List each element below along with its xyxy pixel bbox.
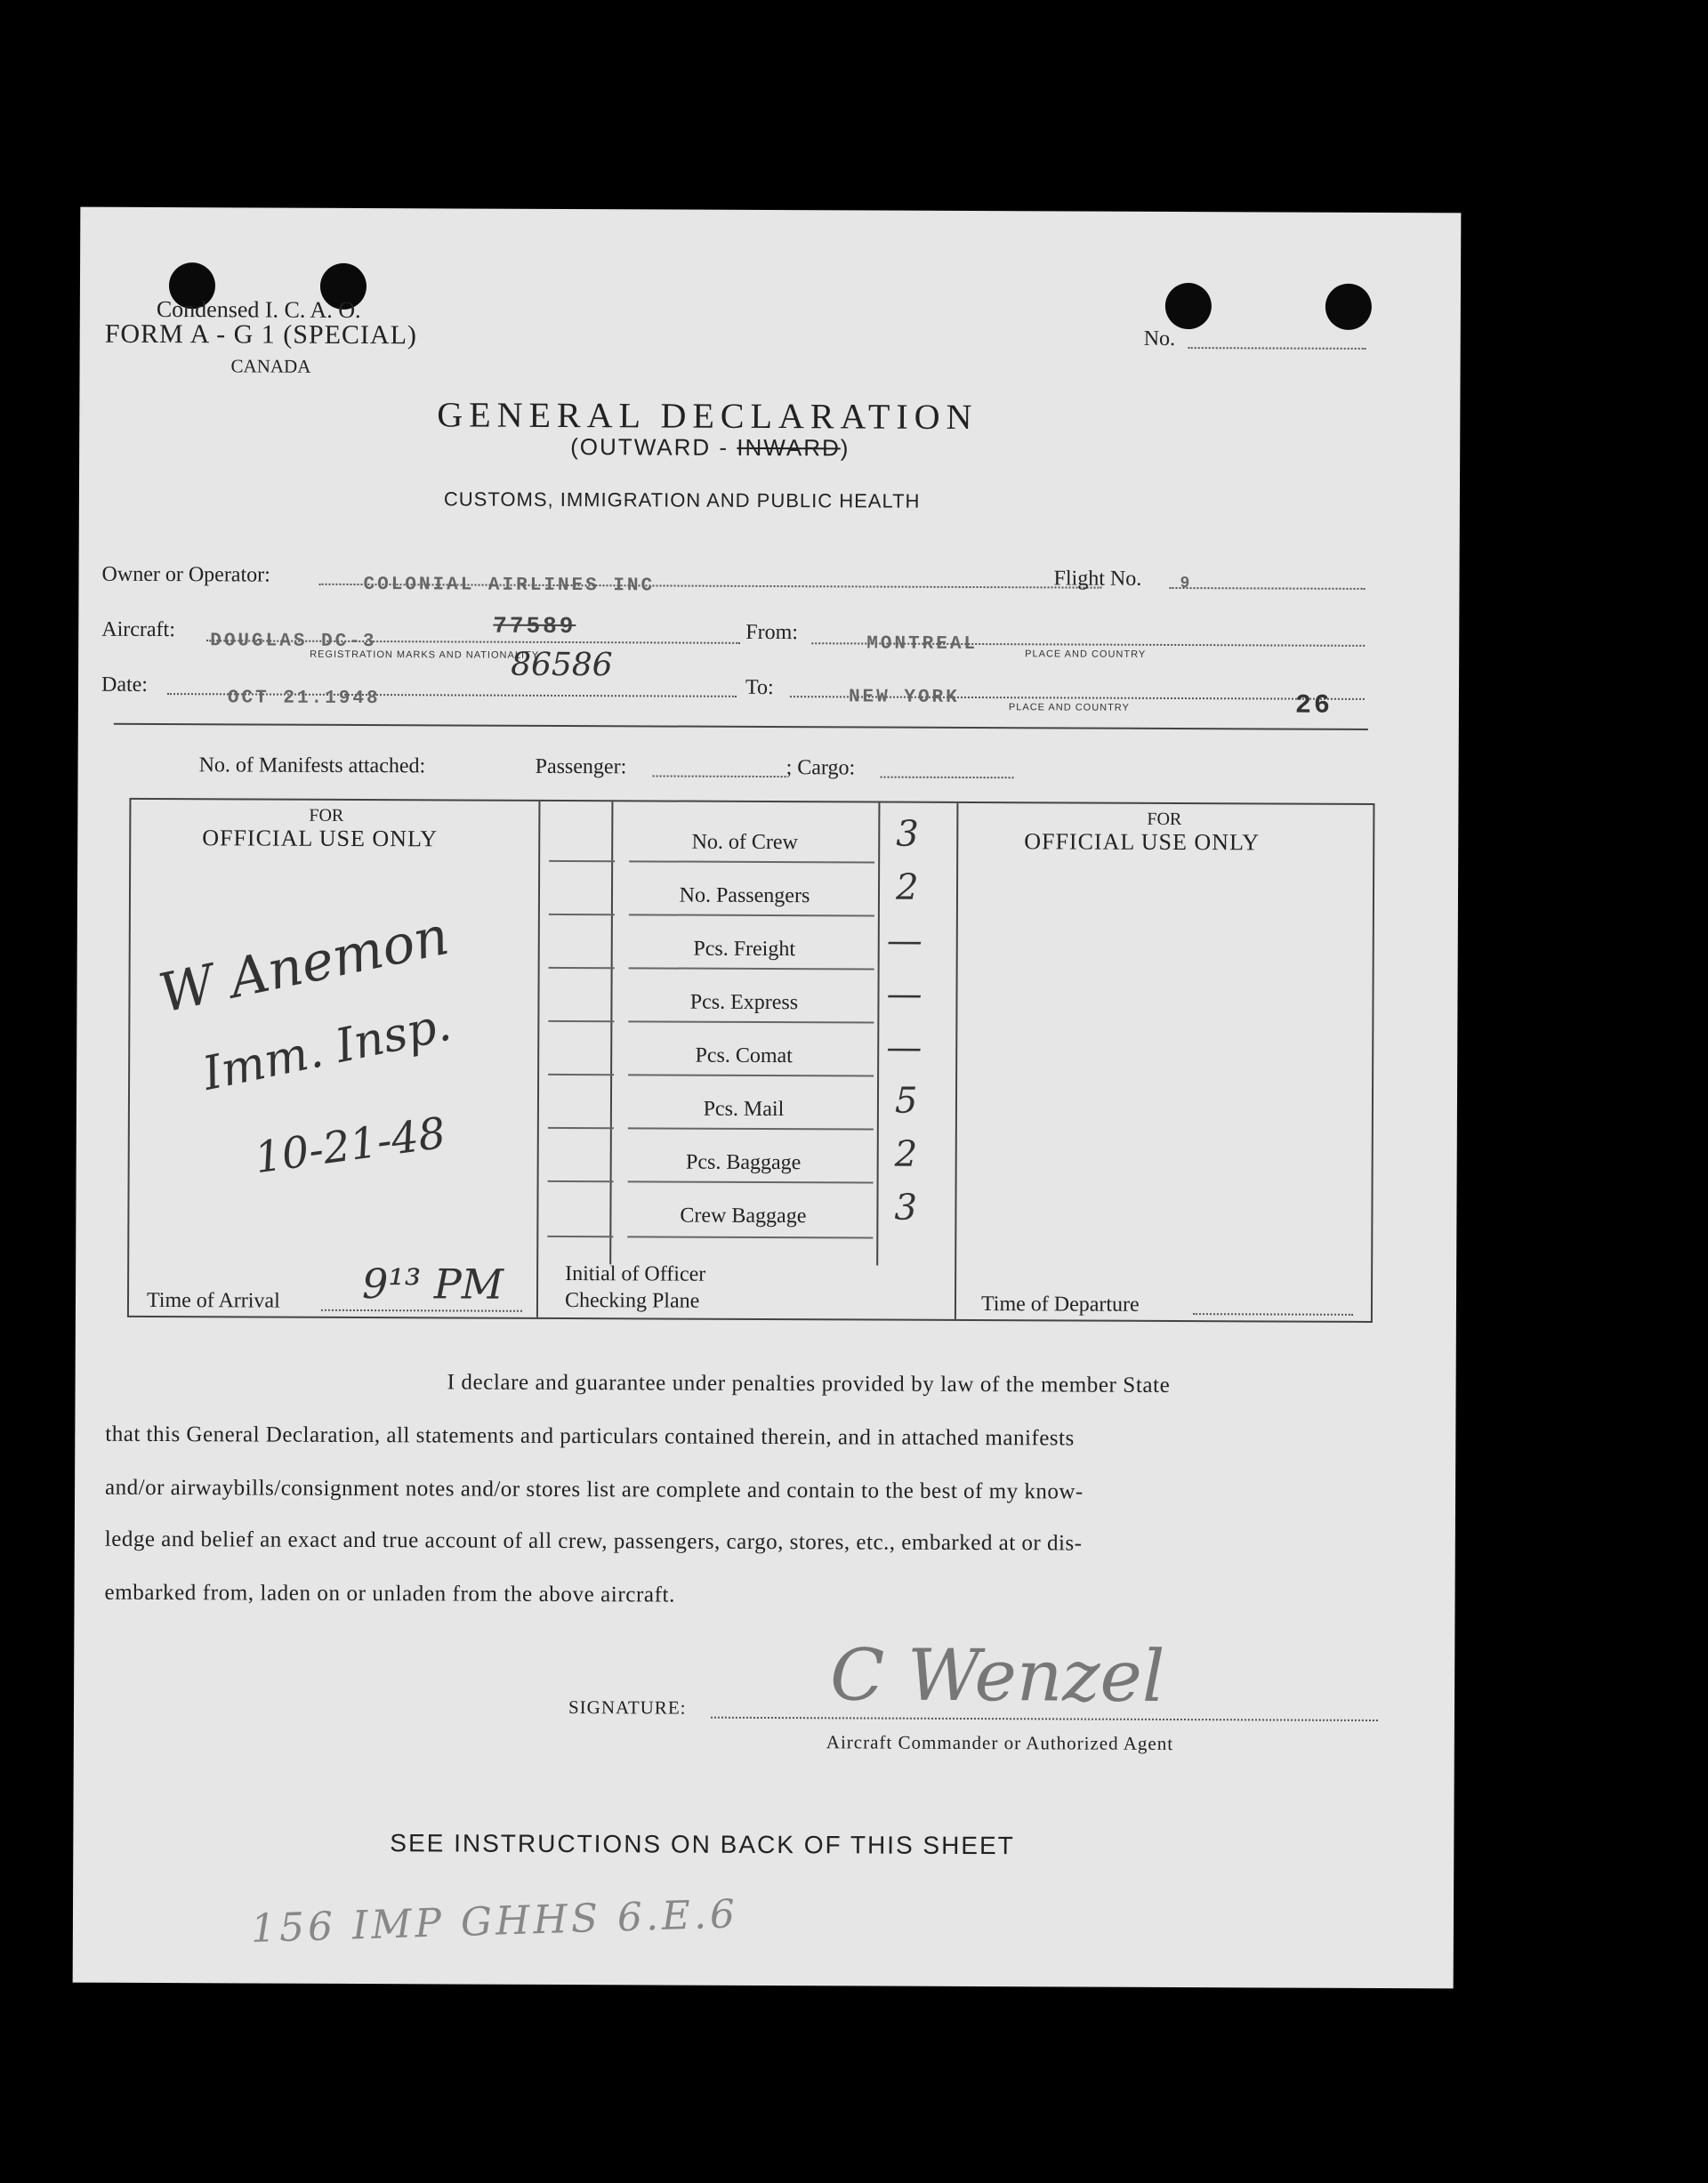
to-place-caption: PLACE AND COUNTRY bbox=[1008, 702, 1130, 713]
cargo-table bbox=[127, 798, 1375, 1323]
owner-value[interactable]: COLONIAL AIRLINES INC bbox=[363, 575, 656, 597]
to-value[interactable]: NEW YORK bbox=[848, 687, 960, 708]
form-number-label: No. bbox=[1143, 326, 1176, 350]
aircraft-value[interactable]: DOUGLAS DC-3 bbox=[210, 631, 377, 653]
subtitle-inward-struck: INWARD bbox=[737, 433, 841, 462]
page-subtitle-2: CUSTOMS, IMMIGRATION AND PUBLIC HEALTH bbox=[443, 487, 921, 512]
declaration-line-2: that this General Declaration, all statements and particulars contained therein, and in attached manifests bbox=[105, 1422, 1075, 1451]
page-title: GENERAL DECLARATION bbox=[437, 394, 979, 438]
table-divider bbox=[876, 803, 880, 1266]
signature-caption: Aircraft Commander or Authorized Agent bbox=[826, 1731, 1174, 1755]
row-rule bbox=[548, 1020, 614, 1022]
declaration-line-5: embarked from, laden on or unladen from the above aircraft. bbox=[104, 1580, 676, 1607]
time-arrival-field bbox=[321, 1309, 522, 1312]
corner-stamp-number: 26 bbox=[1294, 690, 1333, 721]
flight-field-line bbox=[1170, 587, 1366, 590]
row-label: Pcs. Mail bbox=[703, 1097, 785, 1122]
row-value[interactable]: 3 bbox=[894, 1187, 918, 1228]
manifests-passenger-field[interactable] bbox=[653, 775, 786, 777]
row-label: Pcs. Baggage bbox=[685, 1150, 802, 1175]
row-rule bbox=[629, 967, 874, 970]
signature-field-line bbox=[711, 1717, 1378, 1721]
row-label: Crew Baggage bbox=[680, 1204, 807, 1228]
registration-caption: REGISTRATION MARKS AND NATIONALITY bbox=[310, 648, 540, 661]
left-official-for: FOR bbox=[309, 805, 344, 826]
punch-hole bbox=[1165, 283, 1212, 329]
instructions-note: SEE INSTRUCTIONS ON BACK OF THIS SHEET bbox=[390, 1829, 1015, 1860]
declaration-line-1: I declare and guarantee under penalties provided by law of the member State bbox=[447, 1370, 1171, 1398]
row-rule bbox=[547, 1236, 613, 1237]
time-departure-label: Time of Departure bbox=[980, 1293, 1140, 1317]
owner-label: Owner or Operator: bbox=[101, 562, 270, 587]
date-label: Date: bbox=[101, 673, 149, 697]
row-rule bbox=[549, 914, 615, 915]
flight-label: Flight No. bbox=[1053, 567, 1142, 591]
page-subtitle bbox=[570, 433, 850, 462]
form-number-field[interactable] bbox=[1188, 347, 1366, 350]
row-label: Pcs. Express bbox=[689, 990, 799, 1015]
row-rule bbox=[629, 860, 874, 863]
signature-value[interactable]: C Wenzel bbox=[829, 1633, 1165, 1718]
row-label: Pcs. Comat bbox=[695, 1043, 793, 1068]
official-note-title[interactable]: Imm. Insp. bbox=[198, 997, 456, 1102]
subtitle-close: ) bbox=[840, 434, 850, 462]
time-departure-field[interactable] bbox=[1193, 1313, 1353, 1316]
row-label: No. Passengers bbox=[679, 883, 810, 908]
declaration-line-3: and/or airwaybills/consignment notes and/or stores list are complete and contain to the best of my know- bbox=[105, 1475, 1084, 1504]
from-place-caption: PLACE AND COUNTRY bbox=[1025, 648, 1147, 660]
row-value[interactable]: — bbox=[886, 1027, 922, 1068]
signature-label: SIGNATURE: bbox=[568, 1696, 687, 1719]
from-value[interactable]: MONTREAL bbox=[866, 633, 979, 656]
row-value[interactable]: 2 bbox=[894, 1133, 918, 1175]
declaration-line-4: ledge and belief an exact and true account of all crew, passengers, cargo, stores, etc., embarked at or dis- bbox=[104, 1526, 1083, 1556]
table-divider bbox=[609, 802, 613, 1264]
form-country: CANADA bbox=[230, 355, 311, 377]
row-label: No. of Crew bbox=[691, 830, 798, 855]
to-label: To: bbox=[745, 675, 774, 700]
row-rule bbox=[628, 1020, 874, 1023]
manifests-passenger-label: Passenger: bbox=[535, 754, 627, 779]
declaration-form-sheet bbox=[73, 207, 1462, 1989]
table-divider bbox=[955, 803, 959, 1319]
from-label: From: bbox=[745, 620, 799, 645]
handwritten-note: 156 IMP GHHS 6.E.6 bbox=[250, 1891, 739, 1953]
registration-handwritten[interactable]: 86586 bbox=[511, 646, 613, 684]
date-value[interactable]: OCT 21.1948 bbox=[227, 688, 381, 710]
registration-struck-value: 77589 bbox=[493, 612, 576, 640]
flight-value[interactable]: 9 bbox=[1180, 575, 1193, 593]
subtitle-outward: (OUTWARD - bbox=[570, 433, 737, 461]
checking-plane-label: Checking Plane bbox=[564, 1289, 700, 1313]
row-value[interactable]: 5 bbox=[894, 1080, 918, 1122]
row-rule bbox=[548, 1180, 614, 1182]
header-rule bbox=[114, 723, 1368, 730]
right-official-for: FOR bbox=[1147, 809, 1182, 830]
row-rule bbox=[628, 1127, 874, 1130]
form-designation-line2: FORM A - G 1 (SPECIAL) bbox=[104, 318, 418, 350]
form-designation-line1: Condensed I. C. A. O. bbox=[156, 295, 361, 323]
punch-hole bbox=[1325, 284, 1372, 330]
row-rule bbox=[627, 1236, 873, 1238]
row-rule bbox=[548, 1074, 614, 1075]
row-value[interactable]: 2 bbox=[895, 866, 919, 908]
row-rule bbox=[628, 1074, 874, 1076]
row-rule bbox=[629, 914, 874, 916]
row-label: Pcs. Freight bbox=[693, 937, 796, 962]
official-note-date[interactable]: 10-21-48 bbox=[251, 1108, 449, 1184]
row-value[interactable]: — bbox=[886, 973, 922, 1015]
row-rule bbox=[549, 860, 615, 862]
aircraft-label: Aircraft: bbox=[101, 617, 175, 642]
manifests-cargo-label: ; Cargo: bbox=[786, 756, 856, 780]
row-rule bbox=[549, 967, 615, 969]
right-official-heading: OFFICIAL USE ONLY bbox=[1024, 828, 1261, 856]
table-divider bbox=[536, 802, 541, 1317]
row-value[interactable]: 3 bbox=[896, 813, 919, 855]
row-value[interactable]: — bbox=[886, 920, 922, 962]
manifests-cargo-field[interactable] bbox=[881, 777, 1014, 779]
row-rule bbox=[548, 1127, 614, 1129]
official-note-signature[interactable]: W Anemon bbox=[153, 904, 455, 1026]
row-rule bbox=[628, 1180, 874, 1183]
initial-officer-label: Initial of Officer bbox=[565, 1262, 706, 1286]
time-arrival-label: Time of Arrival bbox=[146, 1288, 280, 1313]
time-arrival-value[interactable]: 9¹³ PM bbox=[361, 1260, 504, 1309]
manifests-label: No. of Manifests attached: bbox=[198, 753, 426, 778]
left-official-heading: OFFICIAL USE ONLY bbox=[202, 825, 439, 852]
